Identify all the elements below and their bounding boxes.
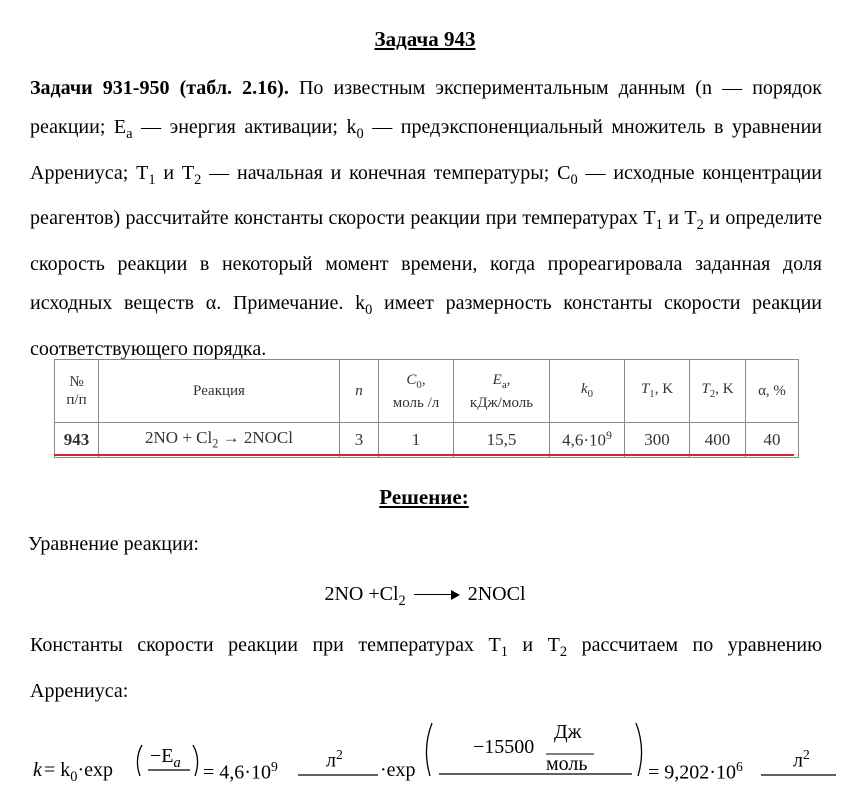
solution-heading: Решение: xyxy=(379,485,469,509)
cell-t2: 400 xyxy=(690,423,746,458)
cell-order: 3 xyxy=(340,423,379,458)
cell-c0: 1 xyxy=(379,423,454,458)
cell-reaction: $2NO + Cl_2$ → 2NOCl xyxy=(99,423,340,458)
problem-statement: Задачи 931-950 (табл. 2.16). По известным экспериментальным данным (n — порядок реакции; $E_a$ — энергия активации; $k_0$ — предэкспоненциальный множитель в уравнении Аррениуса; $T_1$ и $T_2$ — начальная и конечная температуры; $C_0$ — исходные концентрации реагентов) рассчитайте константы скорости реакции при температурах $T_1$ и $T_2$ и определите скорость реакции в некоторый момент времени, когда прореагировала заданная доля исходных веществ α. Примечание. $k_0$ имеет размерность константы скорости реакции соответствующего порядка. xyxy=(30,77,823,360)
cell-ea: 15,5 xyxy=(454,423,550,458)
problem-range-label: Задачи 931-950 (табл. 2.16). xyxy=(30,77,289,99)
header-ea: $E_a$, кДж/моль xyxy=(454,360,550,423)
header-order: n xyxy=(340,360,379,423)
table-header-row xyxy=(55,360,799,423)
table-underline xyxy=(54,454,794,456)
header-reaction: Реакция xyxy=(99,360,340,423)
header-number: № п/п xyxy=(55,360,99,423)
arrhenius-formula: k = $k_0\cdot\exp$ $-E_a$ = $4,6\cdot 10^9$ $л^2$ ·exp −15500 Дж моль = $9,202\cdot 10^6$ $л^2$ xyxy=(0,715,865,776)
reaction-equation: $2NO +Cl_2$ 2NOCl xyxy=(324,583,526,609)
cell-number: 943 xyxy=(55,423,99,458)
problem-title: Задача 943 xyxy=(374,27,476,51)
reaction-arrow-icon xyxy=(414,590,460,600)
header-k0: $k_0$ xyxy=(550,360,625,423)
data-table xyxy=(54,359,799,458)
cell-k0: $4,6\cdot 10^9$ xyxy=(550,423,625,458)
header-t1: $T_1$, K xyxy=(625,360,690,423)
equation-intro: Уравнение реакции: xyxy=(28,533,199,555)
arrhenius-intro: Константы скорости реакции при температурах $T_1$ и $T_2$ рассчитаем по уравнению Аррениуса: xyxy=(30,634,823,702)
header-c0: $C_0$, моль /л xyxy=(379,360,454,423)
table-row xyxy=(55,423,799,458)
cell-t1: 300 xyxy=(625,423,690,458)
header-alpha: α, % xyxy=(746,360,799,423)
header-t2: $T_2$, K xyxy=(690,360,746,423)
cell-alpha: 40 xyxy=(746,423,799,458)
